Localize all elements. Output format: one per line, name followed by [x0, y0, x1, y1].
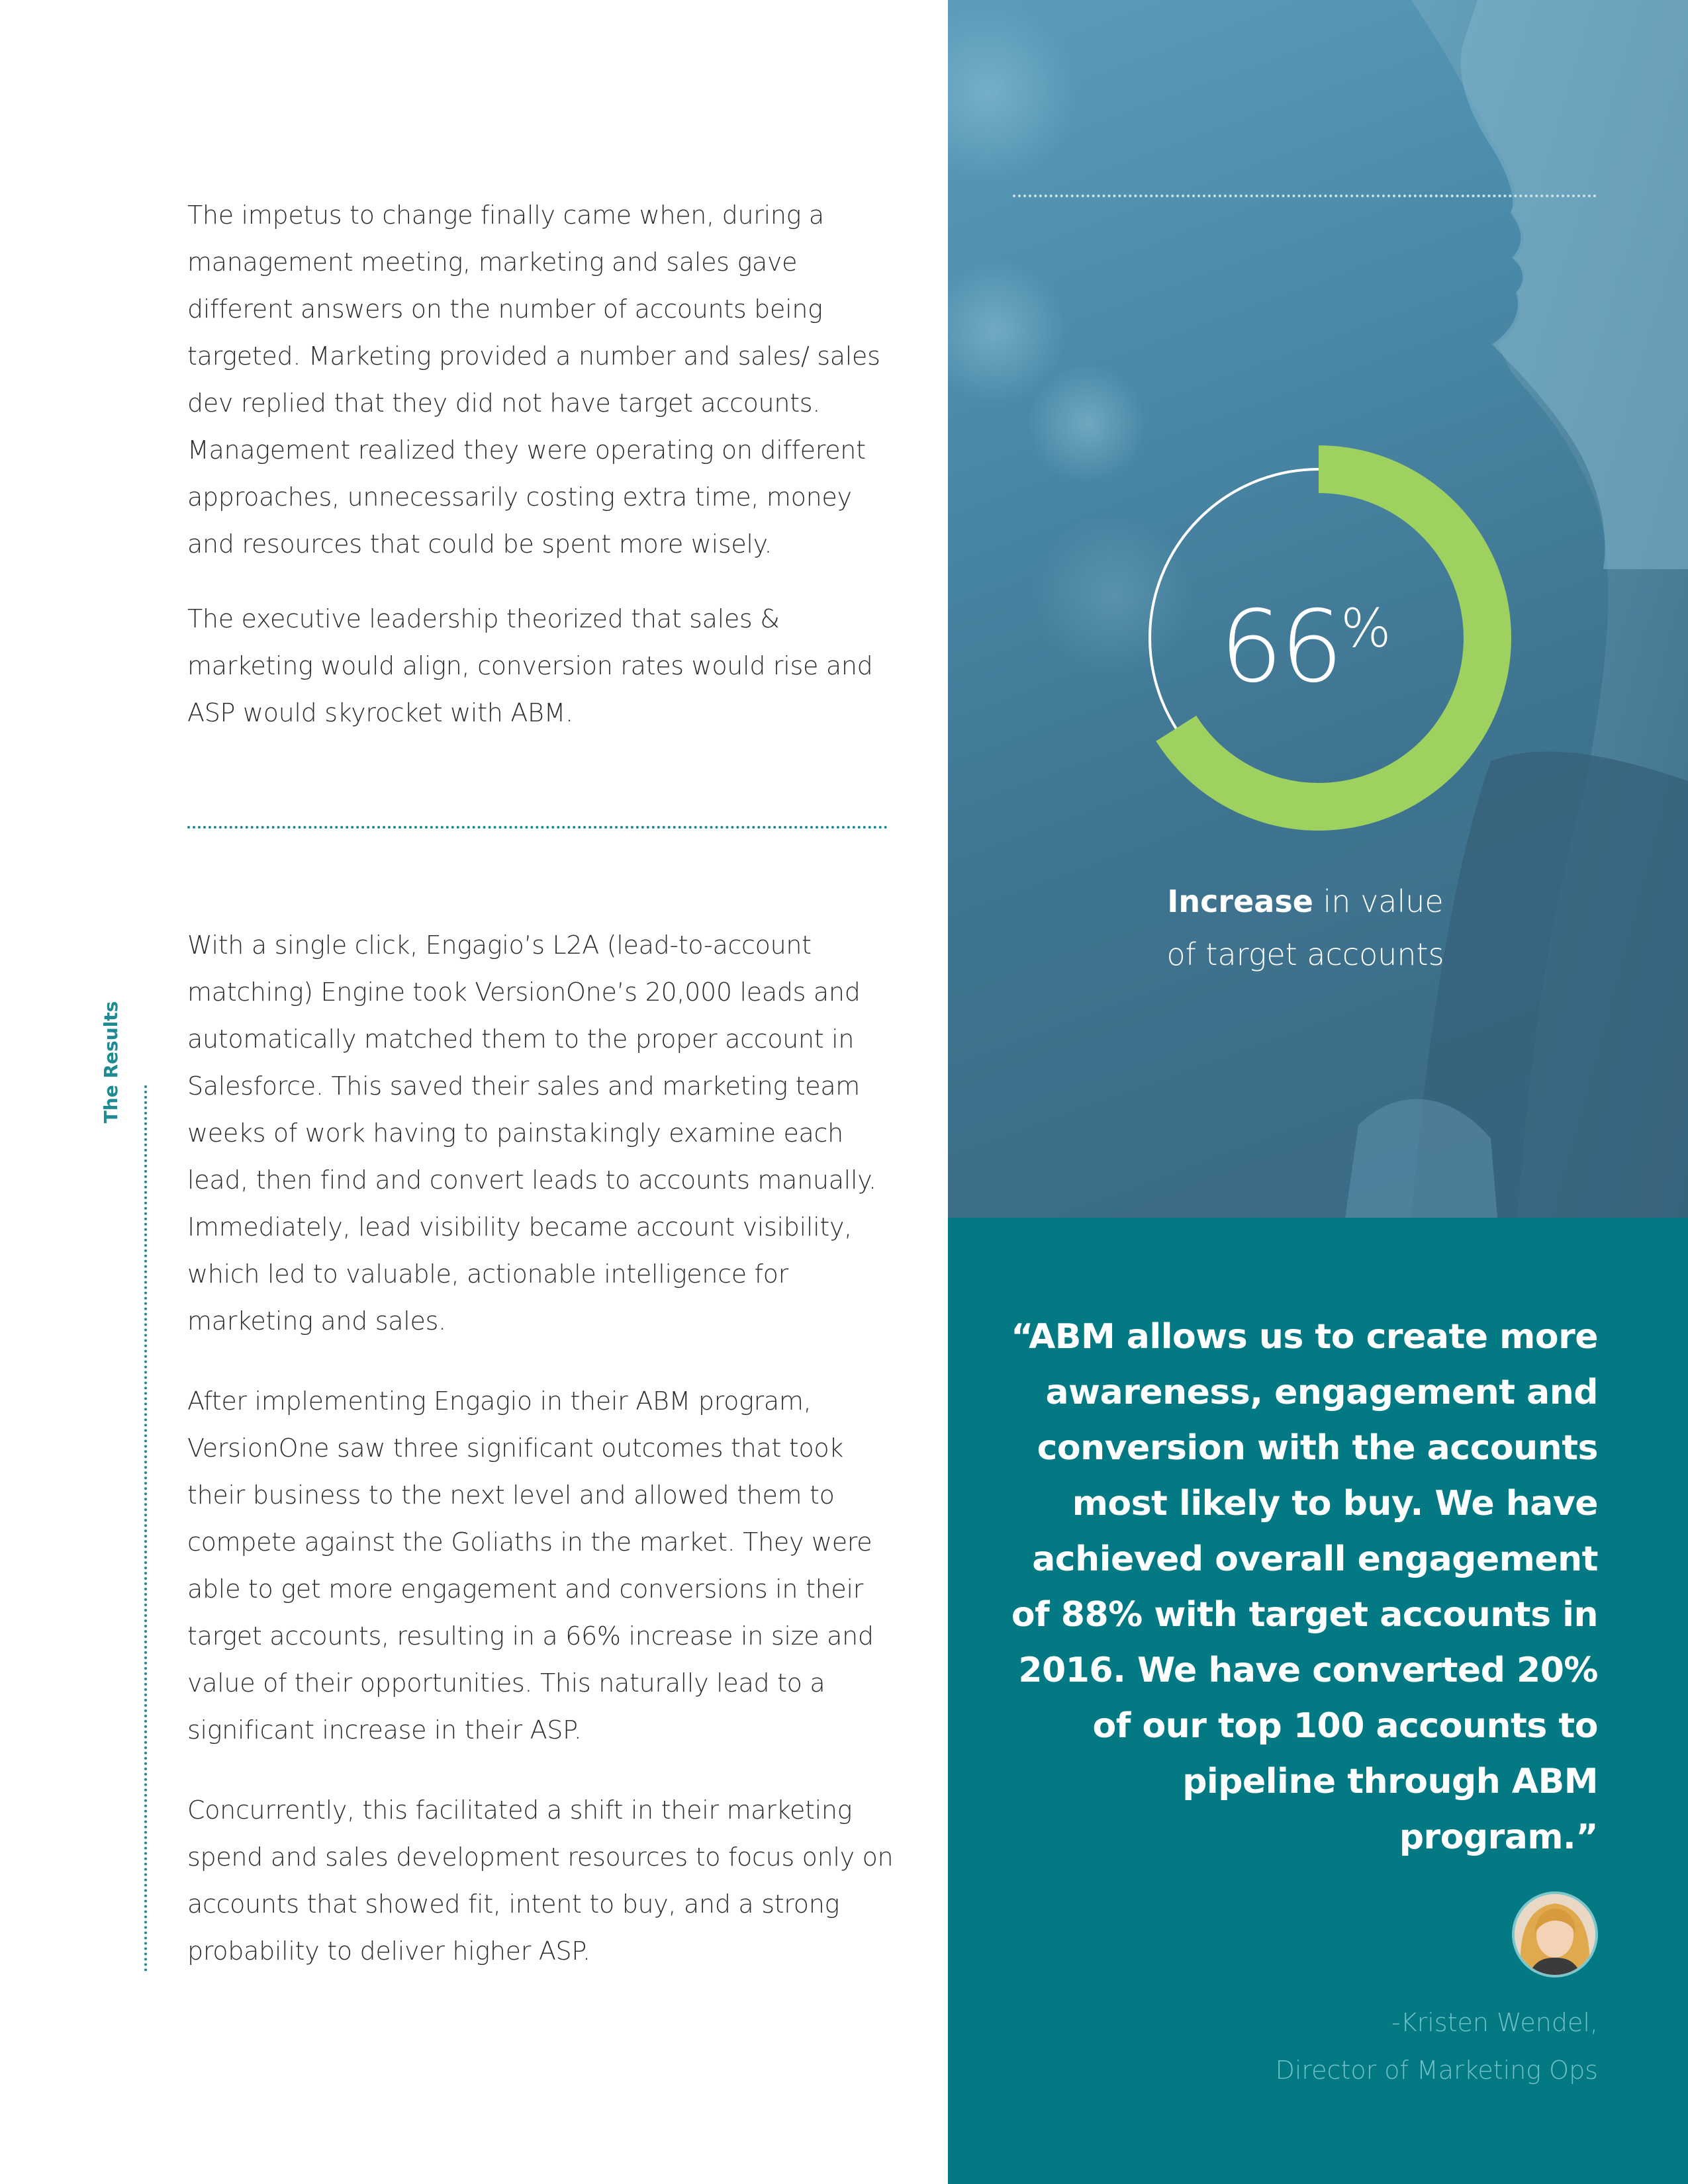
stat-caption	[1094, 875, 1517, 981]
section-divider	[187, 826, 888, 829]
stat-value	[1206, 576, 1405, 705]
quote-attribution	[1276, 1999, 1598, 2094]
section-label-results: The Results	[100, 1001, 122, 1124]
stat-number: 66	[1219, 590, 1341, 705]
paragraph-impetus: The impetus to change finally came when, during a management meeting, marketing and sales gave different answers on the number of accounts being targeted. Marketing provided a number and sales/ sales dev replied that they did not have target accounts. Management realized they were operating on different approaches, unnecessarily costing extra time, money and resources that could be spent more wisely.	[187, 201, 880, 559]
stat-caption-line2: of target accounts	[1166, 936, 1444, 972]
quote-author-title: Director of Marketing Ops	[1275, 2056, 1598, 2085]
paragraph-concurrently: Concurrently, this facilitated a shift in their marketing spend and sales development resources to focus only on accounts that showed fit, intent to buy, and a strong probability to deliver higher ASP.	[187, 1796, 894, 1966]
stat-caption-rest: in value	[1313, 884, 1444, 919]
stat-unit: %	[1340, 598, 1391, 659]
testimonial-quote: “ABM allows us to create more awareness, engagement and conversion with the accounts most likely to buy. We have achieved overall engagement of 88% with target accounts in 2016. We have converted 20% of our top 100 accounts to pipeline through ABM program.”	[1011, 1317, 1598, 1857]
stat-caption-bold: Increase	[1167, 884, 1313, 919]
section-vertical-rule	[144, 1085, 147, 1972]
photo-panel	[948, 0, 1688, 1218]
quote-author: -Kristen Wendel,	[1391, 2008, 1598, 2037]
avatar	[1512, 1891, 1598, 1978]
paragraph-executive: The executive leadership theorized that sales & marketing would align, conversion rates would rise and ASP would skyrocket with ABM.	[187, 604, 873, 727]
panel-divider	[1013, 195, 1597, 197]
paragraph-l2a: With a single click, Engagio’s L2A (lead-to-account matching) Engine took VersionOne’s 20,000 leads and automatically matched them to the proper account in Salesforce. This saved their sales and marketing team weeks of work having to painstakingly examine each lead, then find and convert leads to accounts manually. Immediately, lead visibility became account visibility, which led to valuable, actionable intelligence for marketing and sales.	[187, 931, 876, 1336]
person-portrait-icon	[1515, 1894, 1595, 1975]
paragraph-outcomes: After implementing Engagio in their ABM program, VersionOne saw three significant outcomes that took their business to the next level and allowed them to compete against the Goliaths in the market. They were able to get more engagement and conversions in their target accounts, resulting in a 66% increase in size and value of their opportunities. This naturally lead to a significant increase in their ASP.	[187, 1387, 874, 1745]
